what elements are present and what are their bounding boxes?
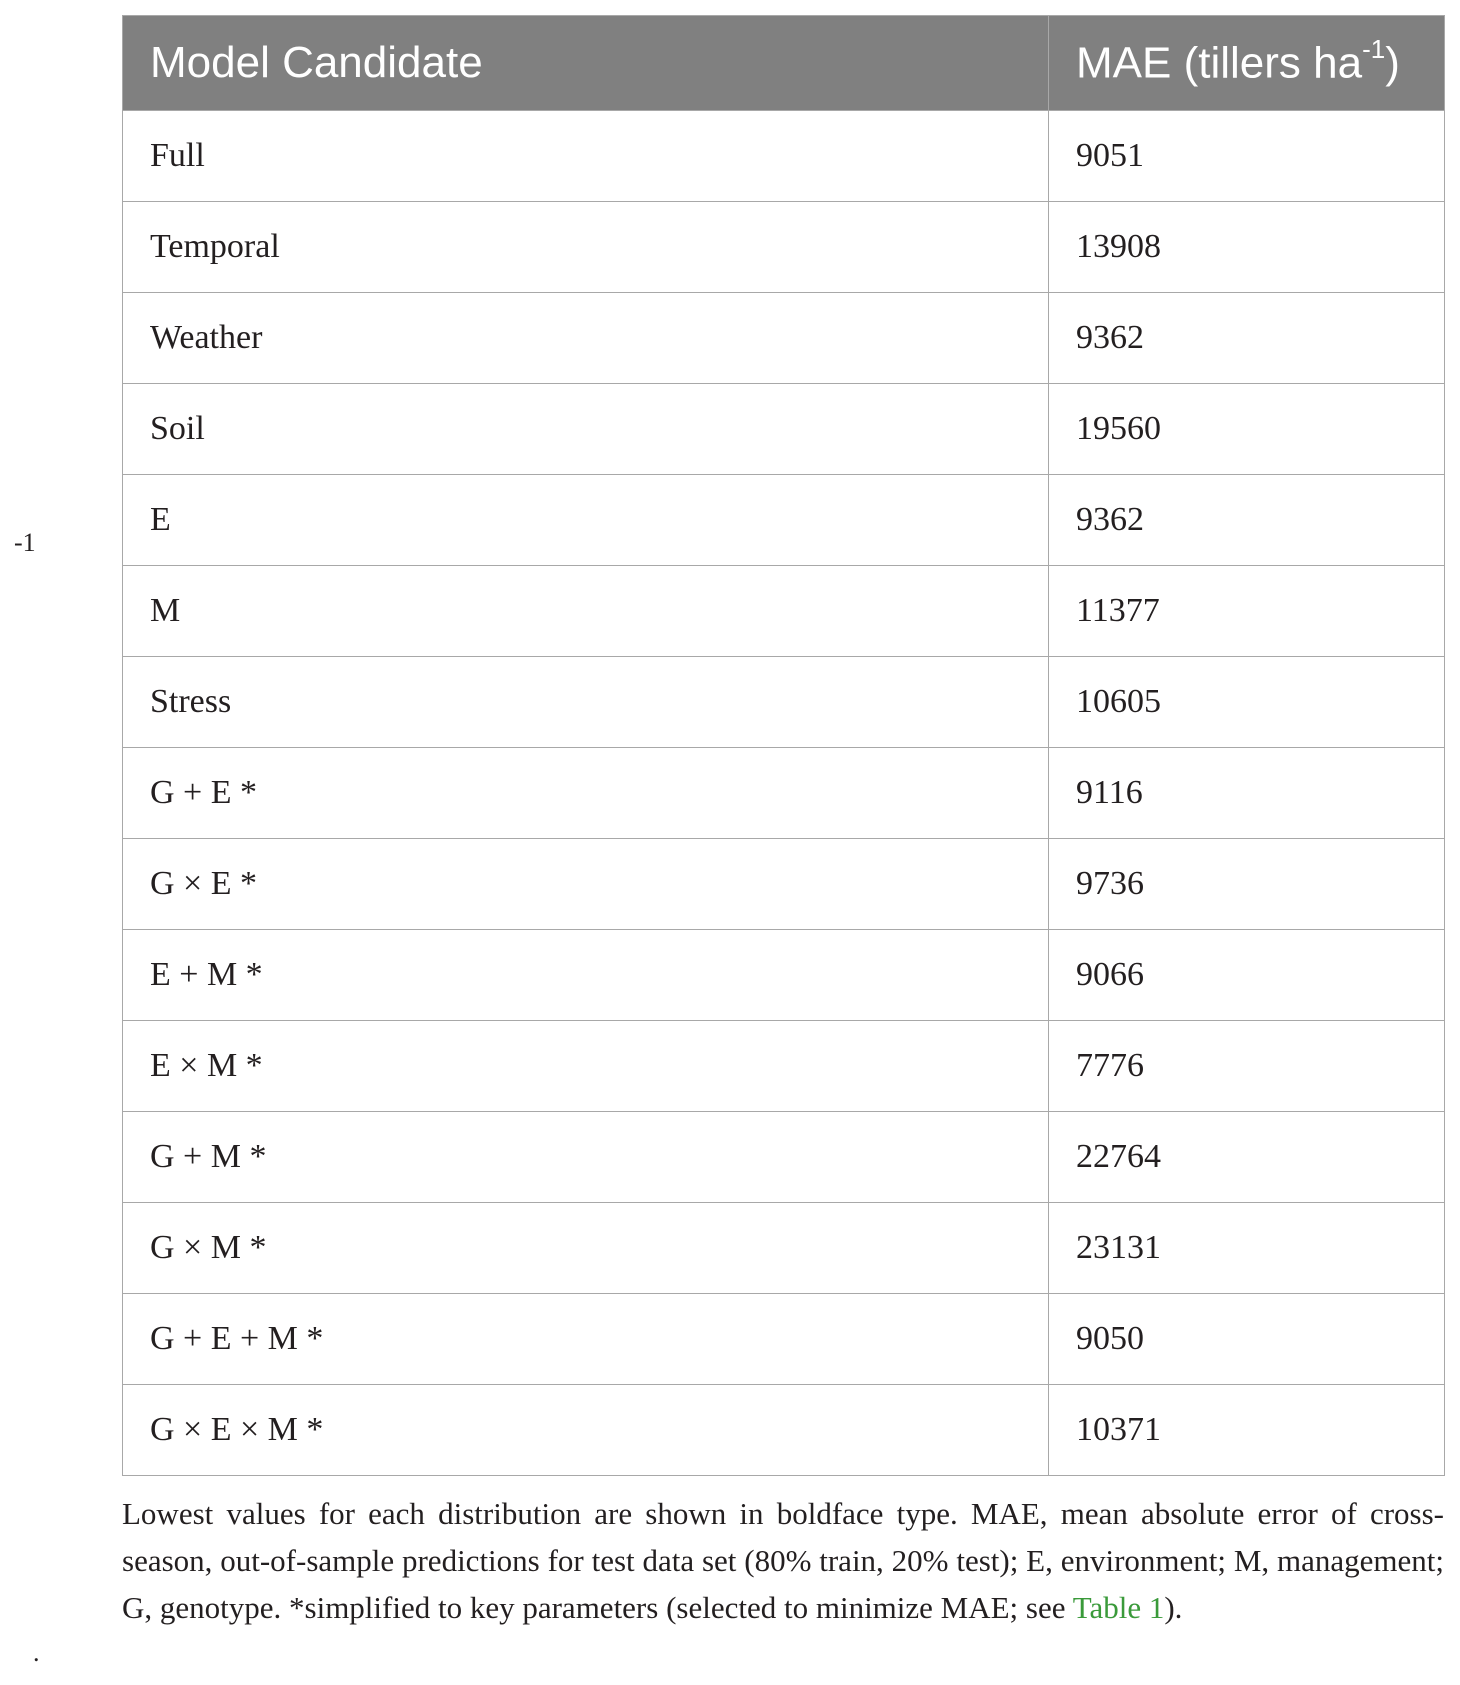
- table-row: [123, 566, 1445, 657]
- mae-cell: 9362: [1049, 293, 1445, 384]
- header-model-label: Model Candidate: [150, 38, 483, 87]
- table-row: [123, 111, 1445, 202]
- model-cell: G × M *: [123, 1203, 1049, 1294]
- table-row: [123, 1112, 1445, 1203]
- model-cell: E + M *: [123, 930, 1049, 1021]
- header-mae-close: ): [1385, 38, 1400, 88]
- header-row: [123, 16, 1445, 111]
- table-footnote: [122, 1490, 1444, 1631]
- mae-cell: 19560: [1049, 384, 1445, 475]
- table-row: [123, 1294, 1445, 1385]
- header-mae-label: MAE (tillers ha: [1076, 38, 1363, 88]
- header-model-candidate: [123, 16, 1049, 111]
- table-row: [123, 1385, 1445, 1476]
- model-cell: G + M *: [123, 1112, 1049, 1203]
- model-cell: G × E *: [123, 839, 1049, 930]
- model-cell: Stress: [123, 657, 1049, 748]
- model-cell: M: [123, 566, 1049, 657]
- table-row: [123, 657, 1445, 748]
- footnote-tail: ).: [1164, 1590, 1183, 1625]
- results-table: [122, 15, 1445, 1476]
- mae-cell: 10371: [1049, 1385, 1445, 1476]
- model-cell: G + E *: [123, 748, 1049, 839]
- model-cell: Full: [123, 111, 1049, 202]
- model-cell: E: [123, 475, 1049, 566]
- table-row: [123, 839, 1445, 930]
- table-row: [123, 748, 1445, 839]
- table-row: [123, 930, 1445, 1021]
- mae-cell: 23131: [1049, 1203, 1445, 1294]
- header-mae: [1049, 16, 1445, 111]
- mae-cell: 9066: [1049, 930, 1445, 1021]
- model-cell: E × M *: [123, 1021, 1049, 1112]
- model-cell: G + E + M *: [123, 1294, 1049, 1385]
- mae-cell: 9051: [1049, 111, 1445, 202]
- header-mae-unit-exponent: -1: [1362, 33, 1386, 64]
- mae-cell: 7776: [1049, 1021, 1445, 1112]
- model-cell: Temporal: [123, 202, 1049, 293]
- table-row: [123, 1203, 1445, 1294]
- table-row: [123, 1021, 1445, 1112]
- mae-cell: 9736: [1049, 839, 1445, 930]
- model-cell: G × E × M *: [123, 1385, 1049, 1476]
- model-cell: Weather: [123, 293, 1049, 384]
- side-dot: .: [33, 1638, 40, 1667]
- mae-cell: 9116: [1049, 748, 1445, 839]
- model-cell: Soil: [123, 384, 1049, 475]
- table-1-link[interactable]: Table 1: [1072, 1590, 1165, 1625]
- mae-cell: 10605: [1049, 657, 1445, 748]
- mae-cell: 9362: [1049, 475, 1445, 566]
- mae-cell: 22764: [1049, 1112, 1445, 1203]
- table-row: [123, 475, 1445, 566]
- mae-cell: 9050: [1049, 1294, 1445, 1385]
- table-row: [123, 293, 1445, 384]
- side-label: -1: [14, 528, 36, 557]
- table-row: [123, 202, 1445, 293]
- mae-cell: 11377: [1049, 566, 1445, 657]
- footnote-text: Lowest values for each distribution are shown in boldface type. MAE, mean absolute error of cross-season, out-of-sample predictions for test data set (80% train, 20% test); E, environment; M, management; G, genotype. *simplified to key parameters (selected to minimize MAE; see: [122, 1496, 1444, 1625]
- mae-cell: 13908: [1049, 202, 1445, 293]
- table-row: [123, 384, 1445, 475]
